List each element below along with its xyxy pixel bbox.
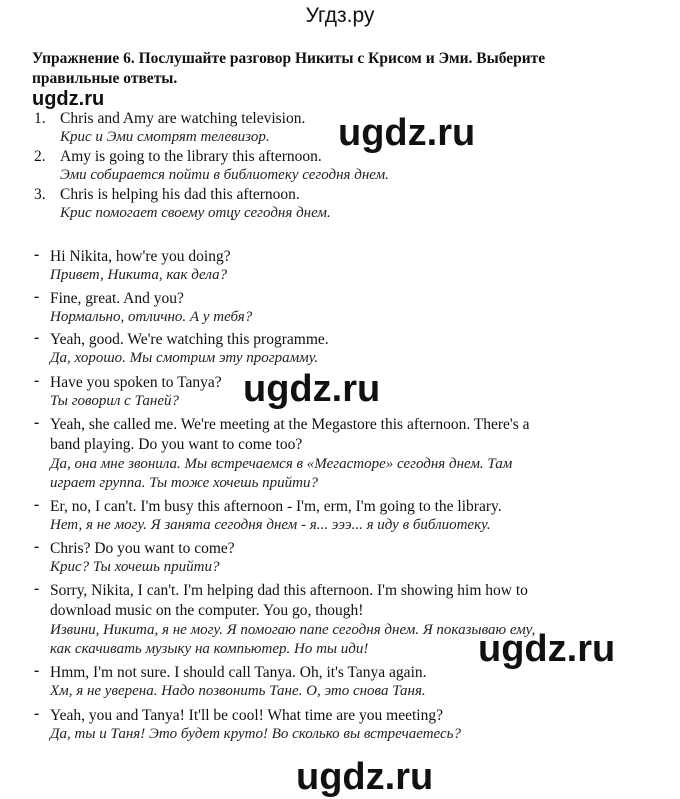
dialogue-ru: Привет, Никита, как дела? xyxy=(50,267,228,283)
dialogue-en: Er, no, I can't. I'm busy this afternoon - I'm, erm, I'm going to the library. xyxy=(50,498,502,515)
dialogue-dash: - xyxy=(34,329,40,346)
watermark: ugdz.ru xyxy=(32,88,105,110)
dialogue-en: download music on the computer. You go, though! xyxy=(50,602,364,619)
answer-ru: Эми собирается пойти в библиотеку сегодня днем. xyxy=(60,167,389,183)
dialogue-ru: Да, хорошо. Мы смотрим эту программу. xyxy=(50,350,319,366)
watermark: ugdz.ru xyxy=(338,112,476,154)
dialogue-ru: Да, она мне звонила. Мы встречаемся в «Мегасторе» сегодня днем. Там xyxy=(50,456,513,472)
dialogue-dash: - xyxy=(34,414,40,431)
answer-number: 2. xyxy=(34,148,46,165)
dialogue-en: Fine, great. And you? xyxy=(50,290,184,307)
dialogue-ru: Крис? Ты хочешь прийти? xyxy=(50,559,220,575)
dialogue-dash: - xyxy=(34,705,40,722)
answer-number: 3. xyxy=(34,186,46,203)
dialogue-ru: играет группа. Ты тоже хочешь прийти? xyxy=(50,475,318,491)
dialogue-dash: - xyxy=(34,372,40,389)
heading-line-1: Упражнение 6. Послушайте разговор Никиты с Крисом и Эми. Выберите xyxy=(32,50,546,67)
dialogue-ru: Нормально, отлично. А у тебя? xyxy=(50,309,253,325)
site-title: Угдз.ру xyxy=(305,4,375,27)
answer-en: Chris and Amy are watching television. xyxy=(60,110,306,127)
heading-line-2: правильные ответы. xyxy=(32,70,178,87)
watermark: ugdz.ru xyxy=(243,368,381,410)
dialogue-dash: - xyxy=(34,580,40,597)
dialogue-dash: - xyxy=(34,538,40,555)
dialogue-ru: Хм, я не уверена. Надо позвонить Тане. О, это снова Таня. xyxy=(50,683,426,699)
dialogue-ru: как скачивать музыку на компьютер. Но ты иди! xyxy=(50,641,369,657)
exercise-heading xyxy=(32,49,632,89)
dialogue-en: Yeah, you and Tanya! It'll be cool! What time are you meeting? xyxy=(50,707,443,724)
dialogue-ru: Да, ты и Таня! Это будет круто! Во сколько вы встречаетесь? xyxy=(50,726,462,742)
watermark: ugdz.ru xyxy=(478,628,616,670)
dialogue-en: Have you spoken to Tanya? xyxy=(50,374,222,391)
dialogue-en: Hmm, I'm not sure. I should call Tanya. Oh, it's Tanya again. xyxy=(50,664,427,681)
answer-en: Amy is going to the library this afternoon. xyxy=(60,148,322,165)
answer-ru: Крис помогает своему отцу сегодня днем. xyxy=(60,205,331,221)
dialogue-en: band playing. Do you want to come too? xyxy=(50,436,303,453)
dialogue-en: Yeah, good. We're watching this programme. xyxy=(50,331,329,348)
dialogue-ru: Ты говорил с Таней? xyxy=(50,393,179,409)
answer-en: Chris is helping his dad this afternoon. xyxy=(60,186,300,203)
dialogue-ru: Извини, Никита, я не могу. Я помогаю папе сегодня днем. Я показываю ему, xyxy=(50,622,536,638)
watermark: ugdz.ru xyxy=(296,756,434,798)
dialogue-dash: - xyxy=(34,246,40,263)
dialogue-en: Hi Nikita, how're you doing? xyxy=(50,248,231,265)
dialogue-en: Chris? Do you want to come? xyxy=(50,540,235,557)
dialogue-en: Yeah, she called me. We're meeting at the Megastore this afternoon. There's a xyxy=(50,416,530,433)
dialogue-dash: - xyxy=(34,288,40,305)
dialogue-dash: - xyxy=(34,496,40,513)
dialogue-en: Sorry, Nikita, I can't. I'm helping dad this afternoon. I'm showing him how to xyxy=(50,582,528,599)
answer-number: 1. xyxy=(34,110,46,127)
dialogue-ru: Нет, я не могу. Я занята сегодня днем - я... эээ... я иду в библиотеку. xyxy=(50,517,491,533)
answer-ru: Крис и Эми смотрят телевизор. xyxy=(60,129,270,145)
dialogue-dash: - xyxy=(34,662,40,679)
